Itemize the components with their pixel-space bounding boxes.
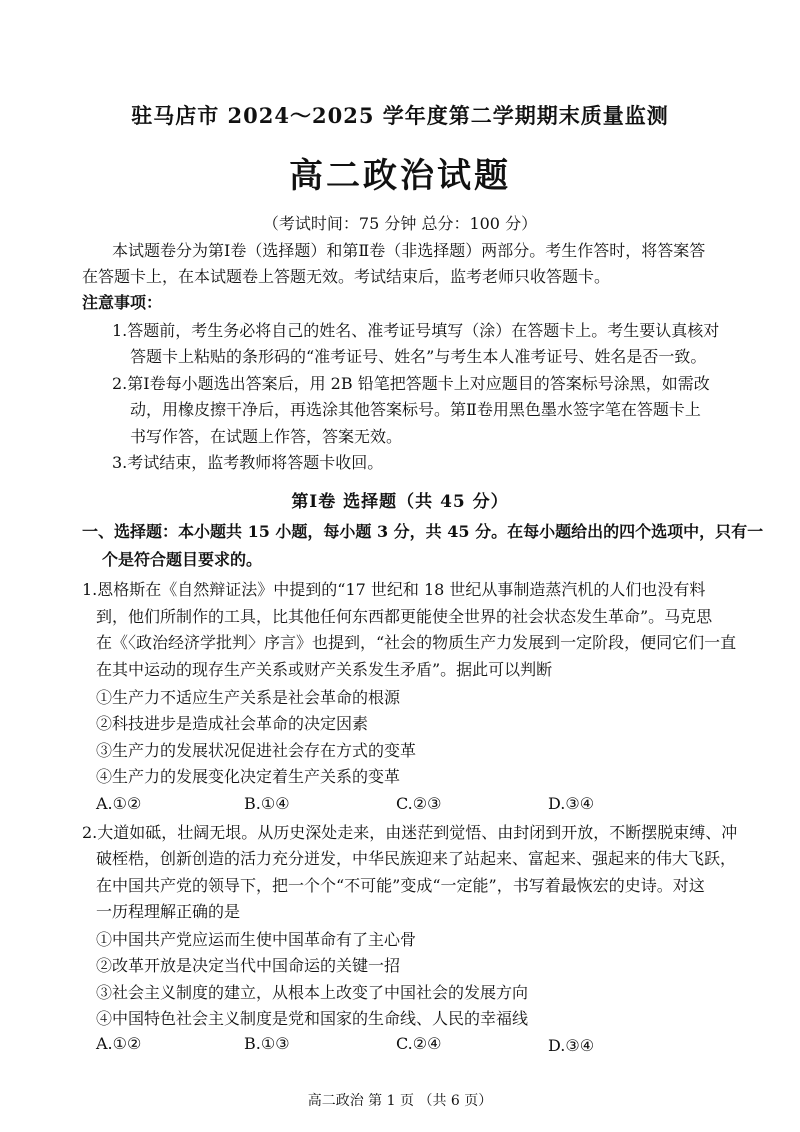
section-heading: 第Ⅰ卷 选择题（共 45 分） [291, 492, 509, 512]
statement-3: ③社会主义制度的建立，从根本上改变了中国社会的发展方向 [96, 983, 529, 1002]
option-d: D.③④ [548, 1036, 595, 1055]
option-c: C.②③ [396, 794, 442, 813]
notes-line: 答题卡上粘贴的条形码的“准考证号、姓名”与考生本人准考证号、姓名是否一致。 [130, 347, 707, 366]
question-stem-line: 在《〈政治经济学批判〉序言》也提到，“社会的物质生产力发展到一定阶段，便同它们一直 [96, 633, 737, 652]
option-b: B.①③ [244, 1034, 290, 1053]
question-stem-line: 2.大道如砥，壮阔无垠。从历史深处走来，由迷茫到觉悟、由封闭到开放，不断摆脱束缚、冲 [82, 823, 738, 842]
exam-title: 驻马店市 2024～2025 学年度第二学期期末质量监测 [131, 103, 669, 128]
question-stem-line: 到，他们所制作的工具，比其他任何东西都更能使全世界的社会状态发生革命”。马克思 [96, 607, 713, 626]
option-b: B.①④ [244, 794, 290, 813]
page-footer: 高二政治 第 1 页 （共 6 页） [307, 1093, 493, 1109]
option-d: D.③④ [548, 794, 595, 813]
intro-line: 本试题卷分为第Ⅰ卷（选择题）和第Ⅱ卷（非选择题）两部分。考生作答时，将答案答 [112, 241, 706, 260]
question-stem-line: 在其中运动的现存生产关系或财产关系发生矛盾”。据此可以判断 [96, 660, 553, 679]
intro-line: 在答题卡上，在本试题卷上答题无效。考试结束后，监考老师只收答题卡。 [82, 267, 611, 286]
statement-4: ④生产力的发展变化决定着生产关系的变革 [96, 767, 401, 786]
section-instruction: 个是符合题目要求的。 [102, 550, 263, 569]
option-a: A.①② [96, 794, 142, 813]
question-stem-line: 在中国共产党的领导下，把一个个“不可能”变成“一定能”，书写着最恢宏的史诗。对这 [96, 876, 705, 895]
statement-1: ①生产力不适应生产关系是社会革命的根源 [96, 688, 401, 707]
statement-1: ①中国共产党应运而生使中国革命有了主心骨 [96, 930, 417, 949]
notes-line: 3.考试结束，监考教师将答题卡收回。 [112, 453, 384, 472]
notes-heading: 注意事项： [82, 293, 163, 312]
option-c: C.②④ [396, 1034, 442, 1053]
statement-3: ③生产力的发展状况促进社会存在方式的变革 [96, 741, 417, 760]
statement-2: ②改革开放是决定当代中国命运的关键一招 [96, 956, 401, 975]
question-stem-line: 一历程理解正确的是 [96, 902, 241, 921]
notes-line: 1.答题前，考生务必将自己的姓名、准考证号填写（涂）在答题卡上。考生要认真核对 [112, 321, 720, 340]
statement-4: ④中国特色社会主义制度是党和国家的生命线、人民的幸福线 [96, 1009, 529, 1028]
notes-line: 2.第Ⅰ卷每小题选出答案后，用 2B 铅笔把答题卡上对应题目的答案标号涂黑，如需改 [112, 374, 710, 393]
question-stem-line: 破桎梏，创新创造的活力充分迸发，中华民族迎来了站起来、富起来、强起来的伟大飞跃， [96, 849, 737, 868]
exam-info: （考试时间：75 分钟 总分：100 分） [262, 214, 538, 233]
section-instruction: 一、选择题：本小题共 15 小题，每小题 3 分，共 45 分。在每小题给出的四个选项中，只有一 [82, 522, 764, 541]
notes-line: 书写作答，在试题上作答，答案无效。 [130, 427, 403, 446]
question-stem-line: 1.恩格斯在《自然辩证法》中提到的“17 世纪和 18 世纪从事制造蒸汽机的人们也没有料 [82, 580, 706, 599]
notes-line: 动，用橡皮擦干净后，再选涂其他答案标号。第Ⅱ卷用黑色墨水签字笔在答题卡上 [130, 400, 701, 419]
subject-title: 高二政治试题 [289, 156, 511, 196]
option-a: A.①② [96, 1034, 142, 1053]
statement-2: ②科技进步是造成社会革命的决定因素 [96, 714, 369, 733]
